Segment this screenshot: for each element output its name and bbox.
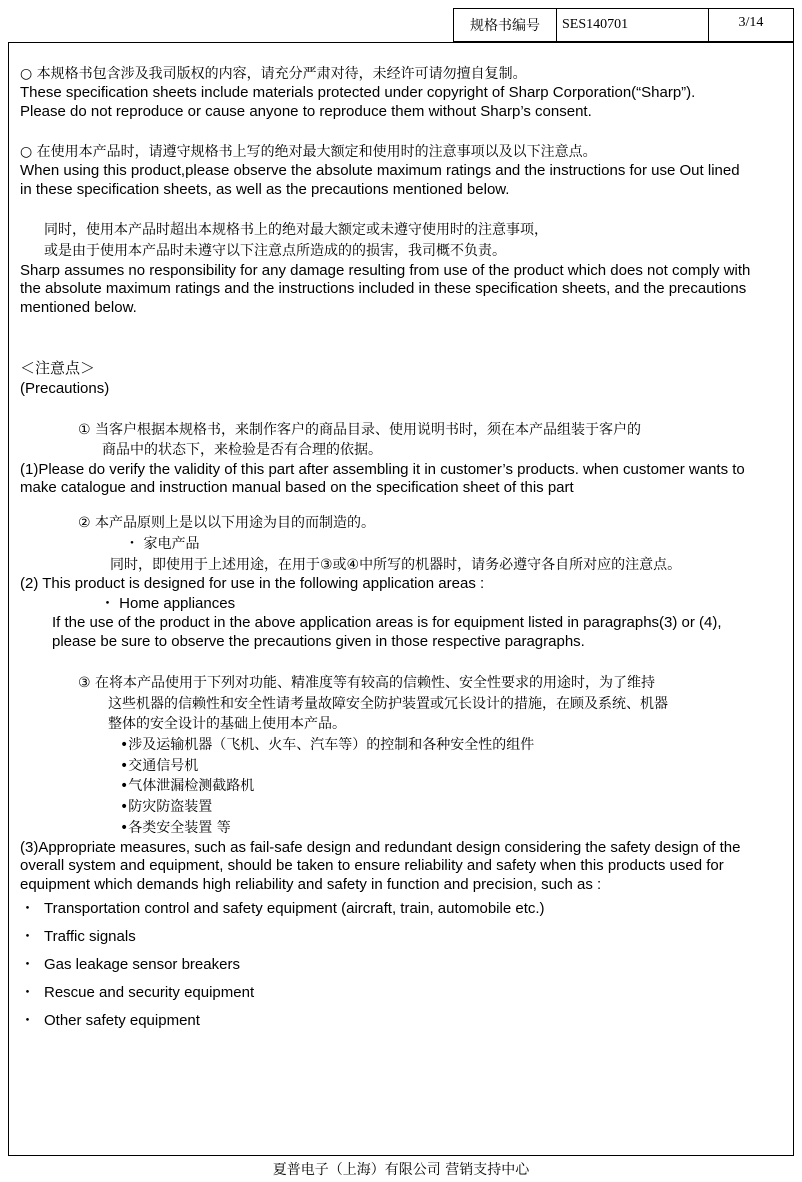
precautions-title-en: (Precautions) [20,380,110,397]
p3-zh-item: •交通信号机 [120,758,199,774]
p3-zh-item: •涉及运输机器（飞机、火车、汽车等）的控制和各种安全性的组件 [120,737,535,753]
p3-en-item: Other safety equipment [44,1012,200,1029]
p1-en-2: make catalogue and instruction manual based on the specification sheet of this part [20,479,574,496]
p3-en-1: (3)Appropriate measures, such as fail-safe design and redundant design considering the safety design of the [20,839,741,856]
copyright-zh: ○ 本规格书包含涉及我司版权的内容，请充分严肃对待，未经许可请勿擅自复制。 [20,66,527,82]
p3-zh-3: 整体的安全设计的基础上使用本产品。 [108,716,346,732]
spec-number-label: 规格书编号 [454,9,557,41]
p2-zh-item: ・ 家电产品 [125,536,200,552]
p2-en-2: If the use of the product in the above application areas is for equipment listed in paragraphs(3) or (4), [52,614,722,631]
liability-zh-1: 同时，使用本产品时超出本规格书上的绝对最大额定或未遵守使用时的注意事项， [44,222,548,238]
p2-zh-1: ② 本产品原则上是以以下用途为目的而制造的。 [78,515,375,531]
p3-zh-item: •各类安全装置 等 [120,820,231,836]
spec-number-value: SES140701 [557,9,709,41]
p2-zh-2: 同时，即使用于上述用途，在用于③或④中所写的机器时，请务必遵守各自所对应的注意点。 [110,557,682,573]
p2-en-item: ・ Home appliances [100,595,236,612]
bullet-icon: ・ [20,1012,36,1029]
liability-en-2: the absolute maximum ratings and the instructions included in these specification sheets, and the precautions [20,280,747,297]
p1-en-1: (1)Please do verify the validity of this part after assembling it in customer’s products. when customer wants to [20,461,745,478]
p3-zh-2: 这些机器的信赖性和安全性请考量故障安全防护装置或冗长设计的措施，在顾及系统、机器 [108,696,668,712]
p1-zh-1: ① 当客户根据本规格书，来制作客户的商品目录、使用说明书时，须在本产品组装于客户的 [78,422,641,438]
page-number: 3/14 [738,15,764,30]
p3-en-3: equipment which demands high reliability and safety in function and precision, such as : [20,876,602,893]
copyright-en-2: Please do not reproduce or cause anyone to reproduce them without Sharp’s consent. [20,103,592,120]
spec-header [453,8,794,42]
p3-en-item: Rescue and security equipment [44,984,255,1001]
p3-zh-item: •气体泄漏检测截路机 [120,778,255,794]
p3-en-2: overall system and equipment, should be taken to ensure reliability and safety when this products used for [20,857,724,874]
p3-en-item: Gas leakage sensor breakers [44,956,240,973]
p1-zh-2: 商品中的状态下，来检验是否有合理的依据。 [102,442,382,458]
p2-en-3: please be sure to observe the precautions given in those respective paragraphs. [52,633,585,650]
usage-en-1: When using this product,please observe the absolute maximum ratings and the instructions for use Out lined [20,162,740,179]
bullet-icon: ・ [20,956,36,973]
p3-zh-1: ③ 在将本产品使用于下列对功能、精准度等有较高的信赖性、安全性要求的用途时，为了维持 [78,675,655,691]
usage-en-2: in these specification sheets, as well as the precautions mentioned below. [20,181,510,198]
bullet-icon: ・ [20,928,36,945]
p3-zh-item: •防灾防盗装置 [120,799,213,815]
liability-en-3: mentioned below. [20,299,137,316]
bullet-icon: ・ [20,984,36,1001]
copyright-en-1: These specification sheets include materials protected under copyright of Sharp Corporation(“Sharp”). [20,84,696,101]
p3-en-item: Traffic signals [44,928,136,945]
page-footer: 夏普电子（上海）有限公司 营销支持中心 [272,1162,530,1178]
bullet-icon: ・ [20,900,36,917]
p2-en-1: (2) This product is designed for use in the following application areas : [20,575,485,592]
liability-zh-2: 或是由于使用本产品时未遵守以下注意点所造成的的损害，我司概不负责。 [44,243,506,259]
p3-en-item: Transportation control and safety equipment (aircraft, train, automobile etc.) [44,900,545,917]
usage-zh: ○ 在使用本产品时，请遵守规格书上写的绝对最大额定和使用时的注意事项以及以下注意点。 [20,144,597,160]
liability-en-1: Sharp assumes no responsibility for any damage resulting from use of the product which does not comply with [20,262,751,279]
precautions-title-zh: ＜注意点＞ [20,359,96,377]
